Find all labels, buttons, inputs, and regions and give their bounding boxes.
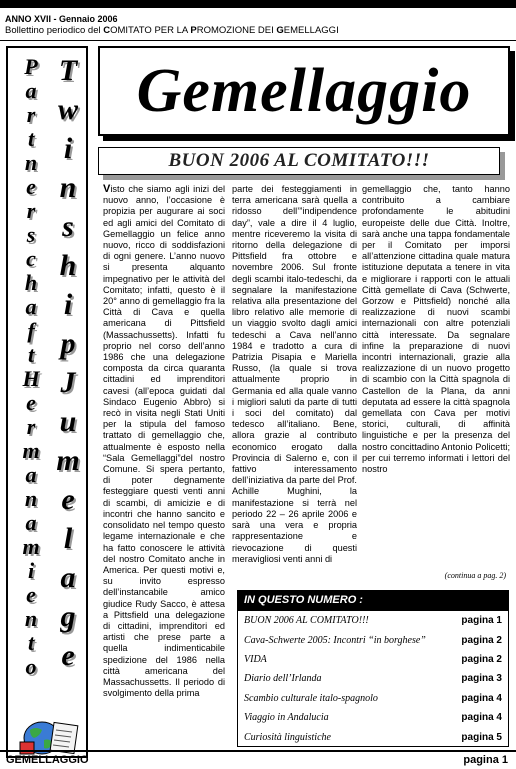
strip-letter: r: [26, 414, 36, 439]
strip-letter: l: [63, 522, 73, 555]
partnerschaft-hermanamiento-column: [14, 56, 48, 680]
strip-letter: a: [25, 294, 37, 319]
index-item[interactable]: Diario dell’Irlanda pagina 3: [244, 673, 502, 685]
masthead-title: Gemellaggio: [136, 56, 472, 125]
strip-letter: u: [59, 405, 77, 438]
strip-letter: n: [24, 486, 38, 511]
strip-letter: r: [26, 102, 36, 127]
footer-rule: [0, 750, 516, 752]
index-box: [237, 590, 509, 747]
tagline: Bollettino periodico del COMITATO PER LA PROMOZIONE DEI GEMELLAGGI: [5, 25, 339, 36]
strip-letter: i: [63, 288, 73, 321]
index-item[interactable]: Scambio culturale italo-spagnolo pagina 4: [244, 692, 502, 704]
strip-letter: s: [26, 222, 36, 247]
strip-letter: t: [27, 126, 35, 151]
strip-letter: n: [24, 150, 38, 175]
strip-letter: e: [61, 483, 75, 516]
top-rule: [0, 0, 516, 8]
strip-letter: g: [60, 600, 76, 633]
strip-letter: m: [22, 438, 40, 463]
article-column-1: [103, 184, 225, 699]
article-text-3: gemellaggio che, tanto hanno contribuito a cambiare profondamente le abitudini europeiste delle due Città. Inoltre, sarà anche una tappa fondamentale per il Comitato per imporsi all’attenzione cittadina quale matura istituzione deputata a tenere in vita e migliorare i rapporti con le attuali Città gemellate di Cava (Schwerte, Gorzow e Pittsfield) nonché alla realizzazione di nuovi scambi internazionali con altre potenziali città interessate. Da segnalare infine la preparazione di nuovi incontri internazionali, grazie alla realizzazione di un nuovo progetto di scambio con la Città spagnola di Castellon de la Plana, da anni deputata ad essere la città spagnola gemellata con Cava per motivi storici, culturali, di affinità linguistiche e per la presenza del nostro concittadino Antonio Policetti; per cui terremo informati i lettori del nostro: [362, 184, 510, 475]
strip-letter: n: [59, 171, 77, 204]
strip-letter: t: [27, 342, 35, 367]
strip-letter: w: [57, 93, 78, 126]
article-text-2: parte dei festeggiamenti in terra americana sarà quella a ridosso dell’”indipendence day”, vale a dire il 4 luglio, mentre riceveremo la visita di ritorno della delegazione di Pittsfield fra ottobre e novembre 2006. Sul fronte degli scambi italo-tedeschi, da segnalare la manifestazione relativa alla presentazione del libro relativo alle memorie di un viaggio svolto dagli amici tedeschi a Cava nell’anno 1984 e tradotto a cura di Patrizia Pisapia e Mariella Russo, (la quale si trova attualmente proprio in Germania ed alla quale vanno i migliori saluti da parte di tutti i soci del comitato) dal tedesco all’italiano. Bene, allora grazie al contributo economico erogato dalla Provincia di Salerno e, con il fattivo interessamento dell’iniziativa da parte del Prof. Achille Mughini, la manifestazione si terrà nel periodo 22 – 26 aprile 2006 e sarà una vera e propria rappresentazione e rievocazione di questi meravigliosi venti anni di: [232, 184, 357, 564]
strip-letter: H: [22, 366, 40, 391]
strip-letter: a: [25, 78, 37, 103]
strip-letter: o: [25, 654, 37, 679]
strip-letter: h: [24, 270, 38, 295]
index-item[interactable]: VIDA pagina 2: [244, 653, 502, 665]
headline-box: [98, 147, 500, 175]
strip-letter: a: [25, 510, 37, 535]
article-column-2: [232, 184, 357, 565]
strip-letter: e: [26, 174, 36, 199]
strip-letter: n: [24, 606, 38, 631]
article-column-3: [362, 184, 510, 475]
strip-letter: e: [26, 582, 36, 607]
strip-letter: m: [56, 444, 80, 477]
strip-letter: t: [27, 630, 35, 655]
issue-label: ANNO XVII - Gennaio 2006: [5, 14, 118, 24]
vertical-title-strip: [6, 46, 88, 758]
strip-letter: e: [61, 639, 75, 672]
strip-letter: i: [63, 132, 73, 165]
strip-letter: T: [58, 54, 78, 87]
strip-letter: a: [25, 462, 37, 487]
masthead-box: [98, 46, 510, 136]
strip-letter: r: [26, 198, 36, 223]
index-item[interactable]: Viaggio in Andalucia pagina 4: [244, 712, 502, 724]
strip-letter: i: [27, 558, 35, 583]
footer-title: GEMELLAGGIO: [6, 754, 89, 766]
strip-letter: s: [62, 210, 74, 243]
strip-letter: h: [59, 249, 77, 282]
strip-letter: f: [27, 318, 35, 343]
index-item[interactable]: Curiosità linguistiche pagina 5: [244, 731, 502, 743]
headline: BUON 2006 AL COMITATO!!!: [168, 150, 430, 171]
strip-letter: e: [26, 390, 36, 415]
index-item[interactable]: Cava-Schwerte 2005: Incontri “in borghese” pagina 2: [244, 634, 502, 646]
index-heading: IN QUESTO NUMERO :: [238, 591, 508, 611]
strip-letter: m: [22, 534, 40, 559]
strip-letter: P: [24, 54, 38, 79]
drop-cap: V: [103, 183, 111, 195]
twinship-jumelage-column: [50, 56, 86, 680]
index-item[interactable]: BUON 2006 AL COMITATO!!! pagina 1: [244, 615, 502, 627]
strip-letter: J: [60, 366, 76, 399]
continued-note: (continua a pag. 2): [444, 571, 506, 580]
article-text-1: isto che siamo agli inizi del nuovo anno, l’occasione è propizia per augurare ai soci ed agli amici del Comitato di Gemellaggio un felice anno nuovo, ricco di soddisfazioni di ogni genere. L’anno nuovo si presenta alquanto impegnativo per le attività del Comitato; infatti, questo è il 20° anno di gemellaggio fra la Città di Cava e quella americana di Pittsfield (Massachussetts). Infatti fu proprio nel corso dell’anno 1986 che una delegazione composta da circa quaranta cittadini ed imprenditori cavesi (all’epoca guidati dal Sindaco Eugenio Abbro) si recò in visita negli Stati Uniti per la stipula del famoso trattato di gemellaggio che, attualmente è esposto nella “Sala Gemellaggi”del nostro Comune. Si spera pertanto, di poter degnamente festeggiare questi venti anni di scambi, di amicizie e di incontri che hanno sancito e consolidato nel tempo questo legame internazionale e che ha fatto conoscere le attività del nostro Comitato anche in America. Per questi motivi e, su invito espresso dell’instancabile amico giudice Rudy Sacco, è attesa a Pittsfield una delegazione di cittadini, imprenditori ed artisti che prese parte a quella indimenticabile spedizione del 1986 nella città americana del Massachussetts. Il periodo di svolgimento della prima: [103, 184, 225, 699]
strip-letter: a: [60, 561, 76, 594]
strip-letter: c: [26, 246, 36, 271]
strip-letter: p: [60, 327, 76, 360]
header-rule: [0, 40, 516, 41]
footer-page: pagina 1: [463, 754, 508, 766]
